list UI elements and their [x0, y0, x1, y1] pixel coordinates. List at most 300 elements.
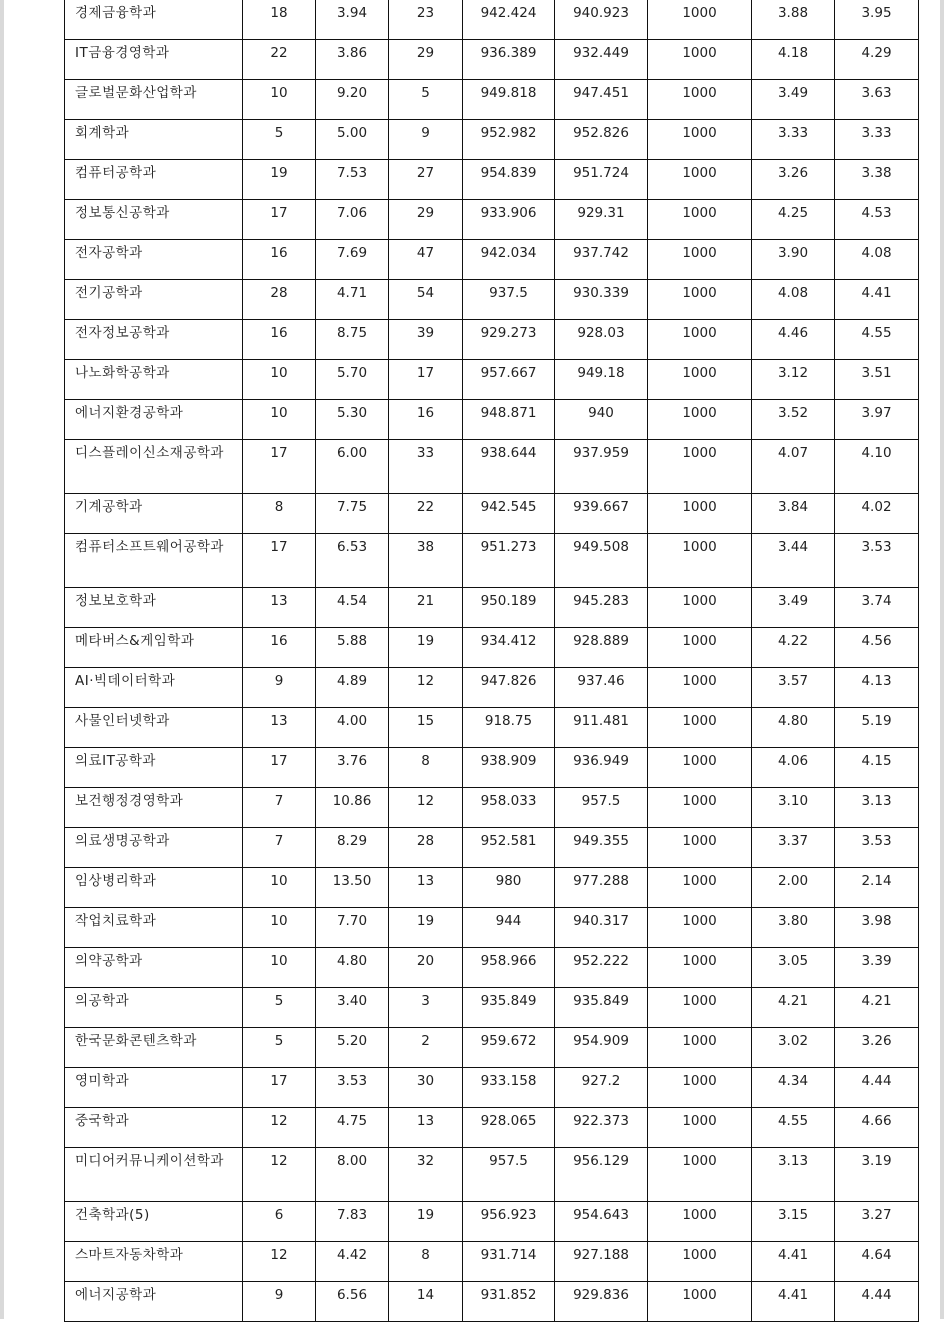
value-cell: 949.355 [555, 828, 648, 868]
value-cell: 8 [389, 1242, 463, 1282]
value-cell: 959.672 [463, 1028, 555, 1068]
value-cell: 3.05 [752, 948, 835, 988]
value-cell: 1000 [648, 200, 752, 240]
value-cell: 958.966 [463, 948, 555, 988]
value-cell: 7.06 [316, 200, 389, 240]
value-cell: 956.923 [463, 1202, 555, 1242]
value-cell: 1000 [648, 534, 752, 588]
value-cell: 3.88 [752, 0, 835, 40]
value-cell: 977.288 [555, 868, 648, 908]
value-cell: 918.75 [463, 708, 555, 748]
value-cell: 4.44 [835, 1068, 919, 1108]
value-cell: 3.38 [835, 160, 919, 200]
value-cell: 1000 [648, 1202, 752, 1242]
value-cell: 1000 [648, 400, 752, 440]
value-cell: 933.158 [463, 1068, 555, 1108]
value-cell: 922.373 [555, 1108, 648, 1148]
value-cell: 4.41 [752, 1242, 835, 1282]
value-cell: 929.273 [463, 320, 555, 360]
table-row [65, 1202, 919, 1242]
value-cell: 6.56 [316, 1282, 389, 1322]
department-name-cell: AI·빅데이터학과 [65, 668, 243, 708]
department-name-cell: 정보통신공학과 [65, 200, 243, 240]
value-cell: 4.18 [752, 40, 835, 80]
value-cell: 13 [243, 708, 316, 748]
value-cell: 9 [243, 668, 316, 708]
table-row [65, 1148, 919, 1202]
value-cell: 22 [389, 494, 463, 534]
value-cell: 6 [243, 1202, 316, 1242]
value-cell: 932.449 [555, 40, 648, 80]
value-cell: 3.53 [835, 534, 919, 588]
value-cell: 8.75 [316, 320, 389, 360]
value-cell: 5.88 [316, 628, 389, 668]
value-cell: 10 [243, 868, 316, 908]
table-row [65, 1068, 919, 1108]
value-cell: 956.129 [555, 1148, 648, 1202]
table-row [65, 708, 919, 748]
value-cell: 8.00 [316, 1148, 389, 1202]
admission-results-table [64, 0, 919, 1322]
value-cell: 944 [463, 908, 555, 948]
value-cell: 927.188 [555, 1242, 648, 1282]
value-cell: 16 [243, 320, 316, 360]
value-cell: 1000 [648, 280, 752, 320]
value-cell: 3.39 [835, 948, 919, 988]
value-cell: 4.29 [835, 40, 919, 80]
value-cell: 3.33 [752, 120, 835, 160]
value-cell: 3 [389, 988, 463, 1028]
value-cell: 22 [243, 40, 316, 80]
table-row [65, 440, 919, 494]
value-cell: 950.189 [463, 588, 555, 628]
value-cell: 4.64 [835, 1242, 919, 1282]
value-cell: 937.959 [555, 440, 648, 494]
value-cell: 954.643 [555, 1202, 648, 1242]
value-cell: 1000 [648, 80, 752, 120]
value-cell: 3.86 [316, 40, 389, 80]
value-cell: 957.5 [555, 788, 648, 828]
value-cell: 935.849 [555, 988, 648, 1028]
value-cell: 5.30 [316, 400, 389, 440]
value-cell: 957.5 [463, 1148, 555, 1202]
value-cell: 3.57 [752, 668, 835, 708]
value-cell: 38 [389, 534, 463, 588]
value-cell: 4.00 [316, 708, 389, 748]
value-cell: 945.283 [555, 588, 648, 628]
value-cell: 3.44 [752, 534, 835, 588]
value-cell: 10 [243, 360, 316, 400]
table-row [65, 628, 919, 668]
value-cell: 3.63 [835, 80, 919, 120]
value-cell: 3.49 [752, 80, 835, 120]
value-cell: 5 [389, 80, 463, 120]
department-name-cell: IT금융경영학과 [65, 40, 243, 80]
value-cell: 12 [389, 788, 463, 828]
value-cell: 4.15 [835, 748, 919, 788]
department-name-cell: 전자공학과 [65, 240, 243, 280]
table-row [65, 80, 919, 120]
value-cell: 1000 [648, 788, 752, 828]
value-cell: 1000 [648, 240, 752, 280]
table-row [65, 908, 919, 948]
value-cell: 16 [243, 628, 316, 668]
department-name-cell: 컴퓨터소프트웨어공학과 [65, 534, 243, 588]
value-cell: 1000 [648, 588, 752, 628]
value-cell: 4.56 [835, 628, 919, 668]
value-cell: 939.667 [555, 494, 648, 534]
value-cell: 1000 [648, 908, 752, 948]
value-cell: 8 [243, 494, 316, 534]
department-name-cell: 정보보호학과 [65, 588, 243, 628]
value-cell: 1000 [648, 360, 752, 400]
page-frame-left [0, 0, 4, 1319]
table-row [65, 40, 919, 80]
value-cell: 4.13 [835, 668, 919, 708]
value-cell: 3.12 [752, 360, 835, 400]
value-cell: 5.20 [316, 1028, 389, 1068]
value-cell: 7.75 [316, 494, 389, 534]
value-cell: 1000 [648, 320, 752, 360]
value-cell: 9 [389, 120, 463, 160]
table-row [65, 668, 919, 708]
value-cell: 911.481 [555, 708, 648, 748]
value-cell: 13.50 [316, 868, 389, 908]
value-cell: 19 [389, 908, 463, 948]
value-cell: 958.033 [463, 788, 555, 828]
department-name-cell: 기계공학과 [65, 494, 243, 534]
table-row [65, 1242, 919, 1282]
value-cell: 4.25 [752, 200, 835, 240]
value-cell: 13 [389, 1108, 463, 1148]
value-cell: 3.97 [835, 400, 919, 440]
value-cell: 7.83 [316, 1202, 389, 1242]
value-cell: 4.89 [316, 668, 389, 708]
department-name-cell: 건축학과(5) [65, 1202, 243, 1242]
value-cell: 3.37 [752, 828, 835, 868]
value-cell: 937.46 [555, 668, 648, 708]
value-cell: 1000 [648, 748, 752, 788]
table-row [65, 1108, 919, 1148]
value-cell: 4.53 [835, 200, 919, 240]
value-cell: 1000 [648, 1028, 752, 1068]
department-name-cell: 컴퓨터공학과 [65, 160, 243, 200]
value-cell: 1000 [648, 708, 752, 748]
value-cell: 20 [389, 948, 463, 988]
value-cell: 3.02 [752, 1028, 835, 1068]
table-row [65, 280, 919, 320]
value-cell: 1000 [648, 828, 752, 868]
table-row [65, 494, 919, 534]
value-cell: 5.70 [316, 360, 389, 400]
value-cell: 934.412 [463, 628, 555, 668]
value-cell: 39 [389, 320, 463, 360]
value-cell: 4.07 [752, 440, 835, 494]
value-cell: 4.80 [752, 708, 835, 748]
value-cell: 10.86 [316, 788, 389, 828]
value-cell: 13 [243, 588, 316, 628]
value-cell: 954.839 [463, 160, 555, 200]
table-row [65, 320, 919, 360]
value-cell: 3.13 [835, 788, 919, 828]
value-cell: 936.949 [555, 748, 648, 788]
value-cell: 951.724 [555, 160, 648, 200]
value-cell: 3.95 [835, 0, 919, 40]
value-cell: 952.826 [555, 120, 648, 160]
department-name-cell: 작업치료학과 [65, 908, 243, 948]
value-cell: 1000 [648, 440, 752, 494]
value-cell: 1000 [648, 668, 752, 708]
value-cell: 1000 [648, 494, 752, 534]
value-cell: 952.222 [555, 948, 648, 988]
value-cell: 8.29 [316, 828, 389, 868]
value-cell: 9.20 [316, 80, 389, 120]
value-cell: 980 [463, 868, 555, 908]
value-cell: 931.852 [463, 1282, 555, 1322]
table-row [65, 788, 919, 828]
value-cell: 30 [389, 1068, 463, 1108]
department-name-cell: 의료생명공학과 [65, 828, 243, 868]
value-cell: 929.31 [555, 200, 648, 240]
value-cell: 1000 [648, 1242, 752, 1282]
table-row [65, 828, 919, 868]
table-row [65, 0, 919, 40]
value-cell: 3.15 [752, 1202, 835, 1242]
department-name-cell: 임상병리학과 [65, 868, 243, 908]
value-cell: 3.53 [316, 1068, 389, 1108]
value-cell: 942.545 [463, 494, 555, 534]
value-cell: 3.94 [316, 0, 389, 40]
value-cell: 3.10 [752, 788, 835, 828]
value-cell: 3.27 [835, 1202, 919, 1242]
value-cell: 954.909 [555, 1028, 648, 1068]
table-row [65, 120, 919, 160]
value-cell: 32 [389, 1148, 463, 1202]
department-name-cell: 디스플레이신소재공학과 [65, 440, 243, 494]
value-cell: 3.33 [835, 120, 919, 160]
value-cell: 3.13 [752, 1148, 835, 1202]
value-cell: 947.826 [463, 668, 555, 708]
value-cell: 1000 [648, 1148, 752, 1202]
value-cell: 4.46 [752, 320, 835, 360]
value-cell: 951.273 [463, 534, 555, 588]
department-name-cell: 경제금융학과 [65, 0, 243, 40]
value-cell: 4.21 [752, 988, 835, 1028]
value-cell: 1000 [648, 120, 752, 160]
value-cell: 4.55 [835, 320, 919, 360]
value-cell: 2.14 [835, 868, 919, 908]
value-cell: 937.5 [463, 280, 555, 320]
value-cell: 3.26 [752, 160, 835, 200]
value-cell: 931.714 [463, 1242, 555, 1282]
value-cell: 9 [243, 1282, 316, 1322]
value-cell: 12 [243, 1108, 316, 1148]
value-cell: 4.02 [835, 494, 919, 534]
value-cell: 3.51 [835, 360, 919, 400]
value-cell: 3.84 [752, 494, 835, 534]
department-name-cell: 전기공학과 [65, 280, 243, 320]
department-name-cell: 사물인터넷학과 [65, 708, 243, 748]
value-cell: 5.19 [835, 708, 919, 748]
value-cell: 4.41 [835, 280, 919, 320]
value-cell: 928.889 [555, 628, 648, 668]
value-cell: 29 [389, 200, 463, 240]
value-cell: 5 [243, 120, 316, 160]
department-name-cell: 한국문화콘텐츠학과 [65, 1028, 243, 1068]
value-cell: 4.55 [752, 1108, 835, 1148]
value-cell: 2.00 [752, 868, 835, 908]
department-name-cell: 에너지환경공학과 [65, 400, 243, 440]
department-name-cell: 의료IT공학과 [65, 748, 243, 788]
table-row [65, 988, 919, 1028]
value-cell: 1000 [648, 1108, 752, 1148]
value-cell: 3.98 [835, 908, 919, 948]
value-cell: 5.00 [316, 120, 389, 160]
value-cell: 942.424 [463, 0, 555, 40]
value-cell: 948.871 [463, 400, 555, 440]
value-cell: 3.80 [752, 908, 835, 948]
value-cell: 4.80 [316, 948, 389, 988]
value-cell: 3.52 [752, 400, 835, 440]
value-cell: 5 [243, 1028, 316, 1068]
value-cell: 7.53 [316, 160, 389, 200]
value-cell: 3.90 [752, 240, 835, 280]
department-name-cell: 의공학과 [65, 988, 243, 1028]
department-name-cell: 글로벌문화산업학과 [65, 80, 243, 120]
value-cell: 17 [243, 1068, 316, 1108]
value-cell: 19 [389, 1202, 463, 1242]
value-cell: 17 [389, 360, 463, 400]
value-cell: 3.53 [835, 828, 919, 868]
value-cell: 4.22 [752, 628, 835, 668]
value-cell: 12 [243, 1148, 316, 1202]
value-cell: 21 [389, 588, 463, 628]
page-frame-right [940, 0, 944, 1319]
value-cell: 938.644 [463, 440, 555, 494]
value-cell: 4.41 [752, 1282, 835, 1322]
value-cell: 1000 [648, 1282, 752, 1322]
value-cell: 936.389 [463, 40, 555, 80]
table-row [65, 868, 919, 908]
value-cell: 4.42 [316, 1242, 389, 1282]
value-cell: 3.26 [835, 1028, 919, 1068]
value-cell: 15 [389, 708, 463, 748]
table-row [65, 1282, 919, 1322]
value-cell: 28 [389, 828, 463, 868]
department-name-cell: 보건행정경영학과 [65, 788, 243, 828]
value-cell: 942.034 [463, 240, 555, 280]
value-cell: 10 [243, 80, 316, 120]
value-cell: 17 [243, 748, 316, 788]
value-cell: 3.40 [316, 988, 389, 1028]
table-row [65, 240, 919, 280]
value-cell: 14 [389, 1282, 463, 1322]
table-body [65, 0, 919, 1322]
value-cell: 4.34 [752, 1068, 835, 1108]
value-cell: 940.923 [555, 0, 648, 40]
value-cell: 17 [243, 534, 316, 588]
value-cell: 54 [389, 280, 463, 320]
value-cell: 3.76 [316, 748, 389, 788]
value-cell: 7.69 [316, 240, 389, 280]
table-row [65, 400, 919, 440]
value-cell: 4.21 [835, 988, 919, 1028]
value-cell: 4.66 [835, 1108, 919, 1148]
value-cell: 957.667 [463, 360, 555, 400]
value-cell: 940.317 [555, 908, 648, 948]
value-cell: 27 [389, 160, 463, 200]
value-cell: 7 [243, 828, 316, 868]
department-name-cell: 스마트자동차학과 [65, 1242, 243, 1282]
value-cell: 1000 [648, 948, 752, 988]
value-cell: 10 [243, 908, 316, 948]
value-cell: 947.451 [555, 80, 648, 120]
value-cell: 3.19 [835, 1148, 919, 1202]
value-cell: 928.065 [463, 1108, 555, 1148]
value-cell: 1000 [648, 988, 752, 1028]
table-row [65, 1028, 919, 1068]
value-cell: 3.74 [835, 588, 919, 628]
value-cell: 1000 [648, 628, 752, 668]
value-cell: 937.742 [555, 240, 648, 280]
value-cell: 47 [389, 240, 463, 280]
value-cell: 23 [389, 0, 463, 40]
value-cell: 1000 [648, 160, 752, 200]
value-cell: 12 [389, 668, 463, 708]
table-row [65, 534, 919, 588]
value-cell: 4.75 [316, 1108, 389, 1148]
table-row [65, 360, 919, 400]
value-cell: 933.906 [463, 200, 555, 240]
value-cell: 952.581 [463, 828, 555, 868]
value-cell: 19 [389, 628, 463, 668]
value-cell: 4.54 [316, 588, 389, 628]
value-cell: 6.00 [316, 440, 389, 494]
value-cell: 7 [243, 788, 316, 828]
table-row [65, 948, 919, 988]
department-name-cell: 메타버스&게임학과 [65, 628, 243, 668]
value-cell: 4.44 [835, 1282, 919, 1322]
value-cell: 1000 [648, 868, 752, 908]
value-cell: 4.08 [752, 280, 835, 320]
table-row [65, 748, 919, 788]
department-name-cell: 에너지공학과 [65, 1282, 243, 1322]
value-cell: 4.71 [316, 280, 389, 320]
value-cell: 949.818 [463, 80, 555, 120]
department-name-cell: 중국학과 [65, 1108, 243, 1148]
value-cell: 10 [243, 948, 316, 988]
department-name-cell: 전자정보공학과 [65, 320, 243, 360]
value-cell: 1000 [648, 1068, 752, 1108]
table-row [65, 588, 919, 628]
value-cell: 5 [243, 988, 316, 1028]
value-cell: 33 [389, 440, 463, 494]
value-cell: 16 [243, 240, 316, 280]
value-cell: 935.849 [463, 988, 555, 1028]
value-cell: 940 [555, 400, 648, 440]
value-cell: 4.10 [835, 440, 919, 494]
department-name-cell: 나노화학공학과 [65, 360, 243, 400]
value-cell: 3.49 [752, 588, 835, 628]
value-cell: 938.909 [463, 748, 555, 788]
department-name-cell: 회계학과 [65, 120, 243, 160]
value-cell: 6.53 [316, 534, 389, 588]
value-cell: 1000 [648, 0, 752, 40]
department-name-cell: 의약공학과 [65, 948, 243, 988]
value-cell: 929.836 [555, 1282, 648, 1322]
value-cell: 2 [389, 1028, 463, 1068]
value-cell: 949.18 [555, 360, 648, 400]
